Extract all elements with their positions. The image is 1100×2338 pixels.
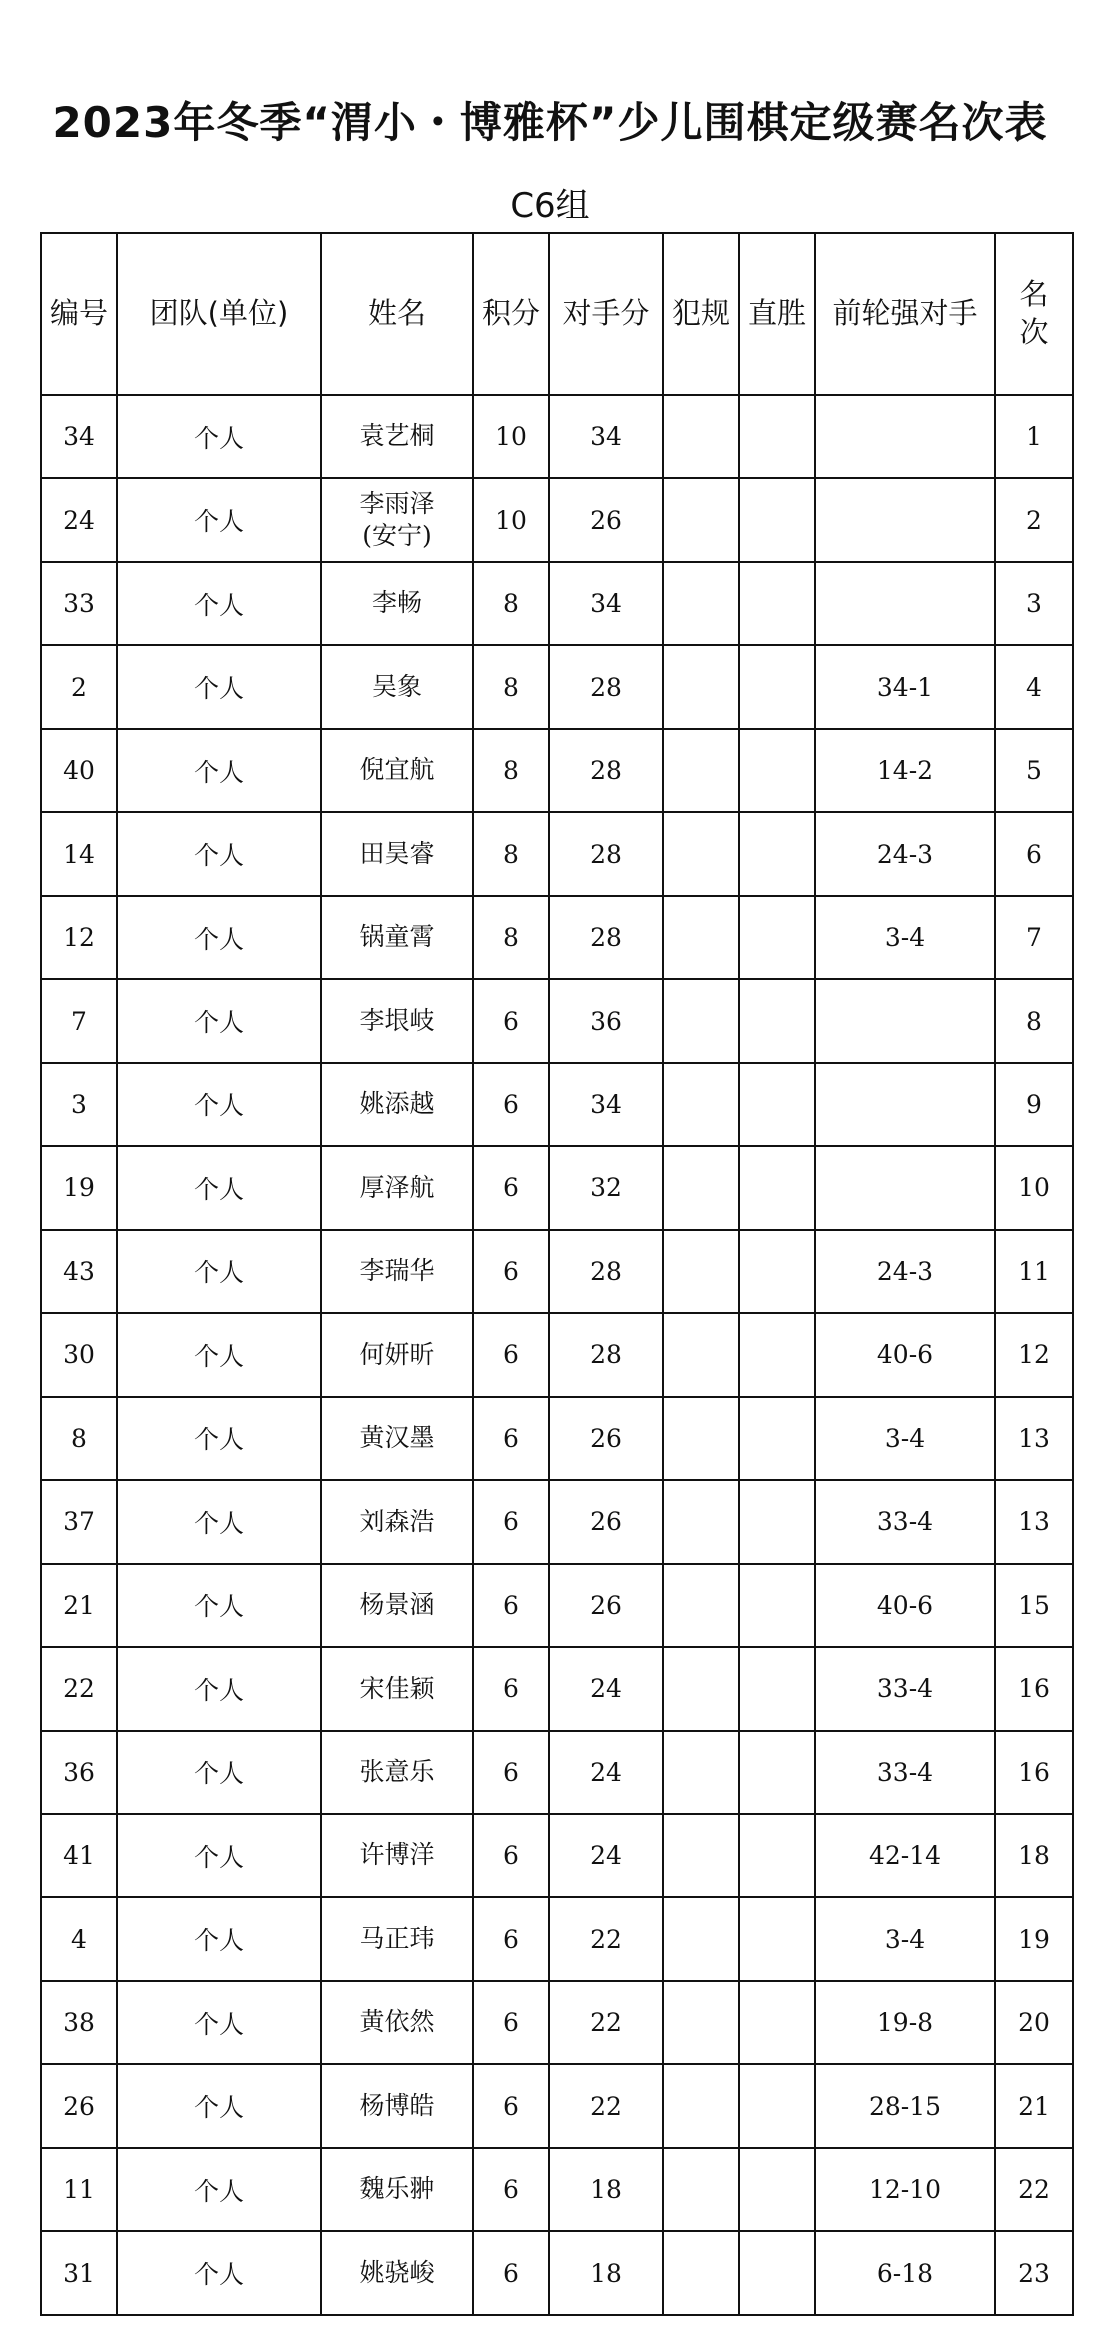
cell-opponent-score: 22 [549,2064,663,2147]
table-body [41,395,1073,2315]
cell-id: 37 [41,1480,117,1563]
cell-foul [663,1981,739,2064]
cell-name: 杨博皓 [321,2064,473,2147]
header-strong-opponent: 前轮强对手 [815,233,995,395]
cell-name: 田昊睿 [321,812,473,895]
cell-rank: 13 [995,1480,1073,1563]
cell-id: 11 [41,2148,117,2231]
cell-score: 10 [473,478,549,561]
table-row [41,812,1073,895]
cell-score: 6 [473,1814,549,1897]
cell-strong-opponent: 19-8 [815,1981,995,2064]
cell-name: 魏乐翀 [321,2148,473,2231]
cell-id: 41 [41,1814,117,1897]
cell-strong-opponent [815,1063,995,1146]
cell-strong-opponent: 6-18 [815,2231,995,2315]
cell-id: 30 [41,1313,117,1396]
header-direct-win: 直胜 [739,233,815,395]
cell-id: 26 [41,2064,117,2147]
cell-foul [663,1564,739,1647]
cell-team: 个人 [117,1981,321,2064]
cell-foul [663,1230,739,1313]
table-row [41,395,1073,478]
cell-rank: 5 [995,729,1073,812]
cell-strong-opponent [815,562,995,645]
cell-strong-opponent [815,395,995,478]
cell-id: 14 [41,812,117,895]
cell-rank: 12 [995,1313,1073,1396]
cell-score: 6 [473,1480,549,1563]
table-row [41,1897,1073,1980]
cell-opponent-score: 24 [549,1731,663,1814]
table-row [41,1397,1073,1480]
cell-strong-opponent: 42-14 [815,1814,995,1897]
cell-team: 个人 [117,1230,321,1313]
cell-rank: 21 [995,2064,1073,2147]
cell-direct-win [739,1313,815,1396]
cell-opponent-score: 26 [549,1564,663,1647]
cell-foul [663,2064,739,2147]
cell-team: 个人 [117,1146,321,1229]
cell-direct-win [739,2231,815,2315]
cell-rank: 16 [995,1647,1073,1730]
cell-rank: 20 [995,1981,1073,2064]
cell-opponent-score: 28 [549,812,663,895]
cell-strong-opponent: 28-15 [815,2064,995,2147]
table-header-row [41,233,1073,395]
table-row [41,729,1073,812]
table-row [41,1230,1073,1313]
cell-name: 张意乐 [321,1731,473,1814]
cell-rank: 1 [995,395,1073,478]
cell-id: 24 [41,478,117,561]
cell-foul [663,1480,739,1563]
ranking-table [40,232,1074,2316]
header-team: 团队(单位) [117,233,321,395]
cell-direct-win [739,2064,815,2147]
cell-direct-win [739,1647,815,1730]
cell-score: 6 [473,1063,549,1146]
cell-rank: 11 [995,1230,1073,1313]
table-row [41,1814,1073,1897]
cell-id: 4 [41,1897,117,1980]
cell-name: 厚泽航 [321,1146,473,1229]
cell-score: 6 [473,1981,549,2064]
cell-direct-win [739,896,815,979]
cell-foul [663,1063,739,1146]
cell-opponent-score: 36 [549,979,663,1062]
cell-rank: 6 [995,812,1073,895]
cell-score: 6 [473,1731,549,1814]
cell-foul [663,562,739,645]
cell-direct-win [739,812,815,895]
cell-score: 6 [473,2148,549,2231]
cell-id: 2 [41,645,117,728]
cell-name: 李瑞华 [321,1230,473,1313]
cell-rank: 10 [995,1146,1073,1229]
cell-team: 个人 [117,2064,321,2147]
cell-name: 锅童霄 [321,896,473,979]
cell-team: 个人 [117,1564,321,1647]
cell-opponent-score: 28 [549,896,663,979]
cell-name: 袁艺桐 [321,395,473,478]
cell-team: 个人 [117,395,321,478]
header-opponent-score: 对手分 [549,233,663,395]
cell-strong-opponent: 24-3 [815,812,995,895]
cell-id: 21 [41,1564,117,1647]
cell-foul [663,478,739,561]
cell-strong-opponent: 14-2 [815,729,995,812]
cell-strong-opponent: 40-6 [815,1313,995,1396]
document-title: 2023年冬季“渭小・博雅杯”少儿围棋定级赛名次表 [52,98,1048,147]
cell-rank: 8 [995,979,1073,1062]
cell-foul [663,1814,739,1897]
cell-strong-opponent: 3-4 [815,896,995,979]
cell-score: 6 [473,1897,549,1980]
cell-foul [663,1146,739,1229]
cell-team: 个人 [117,1814,321,1897]
cell-team: 个人 [117,729,321,812]
cell-direct-win [739,1814,815,1897]
cell-rank: 4 [995,645,1073,728]
cell-name: 许博洋 [321,1814,473,1897]
cell-foul [663,812,739,895]
cell-opponent-score: 34 [549,562,663,645]
cell-strong-opponent: 40-6 [815,1564,995,1647]
cell-rank: 22 [995,2148,1073,2231]
cell-direct-win [739,562,815,645]
cell-score: 10 [473,395,549,478]
cell-direct-win [739,2148,815,2231]
cell-foul [663,2148,739,2231]
cell-foul [663,979,739,1062]
cell-rank: 3 [995,562,1073,645]
cell-rank: 23 [995,2231,1073,2315]
cell-name: 李垠岐 [321,979,473,1062]
cell-opponent-score: 28 [549,1313,663,1396]
cell-team: 个人 [117,562,321,645]
table-row [41,1313,1073,1396]
table-row [41,2148,1073,2231]
cell-foul [663,1647,739,1730]
cell-id: 19 [41,1146,117,1229]
cell-name: 马正玮 [321,1897,473,1980]
cell-id: 40 [41,729,117,812]
cell-direct-win [739,979,815,1062]
cell-foul [663,395,739,478]
cell-direct-win [739,1063,815,1146]
cell-score: 8 [473,562,549,645]
header-name: 姓名 [321,233,473,395]
cell-team: 个人 [117,2231,321,2315]
table-row [41,1146,1073,1229]
table-row [41,1564,1073,1647]
cell-rank: 13 [995,1397,1073,1480]
table-row [41,1731,1073,1814]
cell-rank: 7 [995,896,1073,979]
cell-id: 38 [41,1981,117,2064]
cell-team: 个人 [117,1731,321,1814]
cell-foul [663,1397,739,1480]
cell-opponent-score: 34 [549,1063,663,1146]
cell-score: 6 [473,1397,549,1480]
cell-score: 6 [473,1647,549,1730]
cell-foul [663,1313,739,1396]
cell-strong-opponent: 33-4 [815,1731,995,1814]
header-score: 积分 [473,233,549,395]
cell-strong-opponent: 24-3 [815,1230,995,1313]
cell-id: 22 [41,1647,117,1730]
cell-team: 个人 [117,1647,321,1730]
cell-direct-win [739,1480,815,1563]
cell-direct-win [739,1564,815,1647]
cell-score: 6 [473,1313,549,1396]
cell-name: 黄依然 [321,1981,473,2064]
cell-score: 8 [473,896,549,979]
cell-strong-opponent: 3-4 [815,1397,995,1480]
cell-foul [663,729,739,812]
cell-rank: 2 [995,478,1073,561]
cell-opponent-score: 32 [549,1146,663,1229]
table-row [41,979,1073,1062]
header-rank-text: 名次 [1019,277,1049,349]
cell-direct-win [739,1731,815,1814]
cell-rank: 16 [995,1731,1073,1814]
cell-team: 个人 [117,1897,321,1980]
cell-foul [663,2231,739,2315]
cell-strong-opponent: 33-4 [815,1647,995,1730]
cell-team: 个人 [117,478,321,561]
cell-strong-opponent [815,1146,995,1229]
cell-name: 李畅 [321,562,473,645]
cell-name: 吴象 [321,645,473,728]
table-row [41,896,1073,979]
table-row [41,1063,1073,1146]
cell-rank: 18 [995,1814,1073,1897]
cell-id: 36 [41,1731,117,1814]
cell-direct-win [739,1981,815,2064]
cell-id: 8 [41,1397,117,1480]
cell-score: 6 [473,1146,549,1229]
cell-score: 6 [473,1564,549,1647]
cell-strong-opponent [815,979,995,1062]
cell-score: 8 [473,645,549,728]
cell-id: 3 [41,1063,117,1146]
table-row [41,1981,1073,2064]
cell-direct-win [739,1397,815,1480]
cell-team: 个人 [117,1397,321,1480]
cell-opponent-score: 24 [549,1647,663,1730]
cell-score: 6 [473,2064,549,2147]
cell-score: 8 [473,812,549,895]
cell-opponent-score: 22 [549,1897,663,1980]
table-row [41,645,1073,728]
header-rank [995,233,1073,395]
cell-opponent-score: 22 [549,1981,663,2064]
cell-score: 6 [473,2231,549,2315]
cell-team: 个人 [117,979,321,1062]
cell-strong-opponent: 34-1 [815,645,995,728]
cell-direct-win [739,1230,815,1313]
cell-opponent-score: 18 [549,2231,663,2315]
cell-name: 何妍昕 [321,1313,473,1396]
cell-name: 姚添越 [321,1063,473,1146]
cell-foul [663,896,739,979]
cell-opponent-score: 26 [549,478,663,561]
cell-direct-win [739,729,815,812]
cell-name: 宋佳颖 [321,1647,473,1730]
cell-rank: 9 [995,1063,1073,1146]
cell-opponent-score: 26 [549,1397,663,1480]
cell-opponent-score: 28 [549,729,663,812]
table-row [41,562,1073,645]
cell-name: 黄汉墨 [321,1397,473,1480]
cell-direct-win [739,1897,815,1980]
cell-strong-opponent: 12-10 [815,2148,995,2231]
cell-id: 34 [41,395,117,478]
cell-opponent-score: 28 [549,645,663,728]
cell-direct-win [739,395,815,478]
header-id: 编号 [41,233,117,395]
cell-strong-opponent: 33-4 [815,1480,995,1563]
cell-id: 43 [41,1230,117,1313]
cell-opponent-score: 18 [549,2148,663,2231]
cell-strong-opponent: 3-4 [815,1897,995,1980]
cell-name: 姚骁峻 [321,2231,473,2315]
cell-name: 李雨泽 (安宁) [321,478,473,561]
cell-name: 杨景涵 [321,1564,473,1647]
cell-id: 31 [41,2231,117,2315]
cell-id: 12 [41,896,117,979]
cell-rank: 19 [995,1897,1073,1980]
cell-opponent-score: 34 [549,395,663,478]
cell-team: 个人 [117,812,321,895]
cell-score: 8 [473,729,549,812]
cell-foul [663,1731,739,1814]
cell-name: 刘森浩 [321,1480,473,1563]
cell-team: 个人 [117,2148,321,2231]
cell-team: 个人 [117,1063,321,1146]
cell-rank: 15 [995,1564,1073,1647]
cell-opponent-score: 26 [549,1480,663,1563]
cell-team: 个人 [117,1480,321,1563]
group-label: C6组 [510,186,590,226]
table-row [41,1480,1073,1563]
cell-score: 6 [473,1230,549,1313]
table-row [41,478,1073,561]
cell-direct-win [739,645,815,728]
cell-team: 个人 [117,645,321,728]
cell-opponent-score: 28 [549,1230,663,1313]
table-row [41,2064,1073,2147]
cell-direct-win [739,478,815,561]
cell-team: 个人 [117,896,321,979]
cell-direct-win [739,1146,815,1229]
cell-foul [663,1897,739,1980]
table-row [41,1647,1073,1730]
cell-team: 个人 [117,1313,321,1396]
cell-score: 6 [473,979,549,1062]
cell-id: 7 [41,979,117,1062]
cell-strong-opponent [815,478,995,561]
cell-opponent-score: 24 [549,1814,663,1897]
table-row [41,2231,1073,2315]
cell-id: 33 [41,562,117,645]
header-foul: 犯规 [663,233,739,395]
cell-foul [663,645,739,728]
cell-name: 倪宜航 [321,729,473,812]
